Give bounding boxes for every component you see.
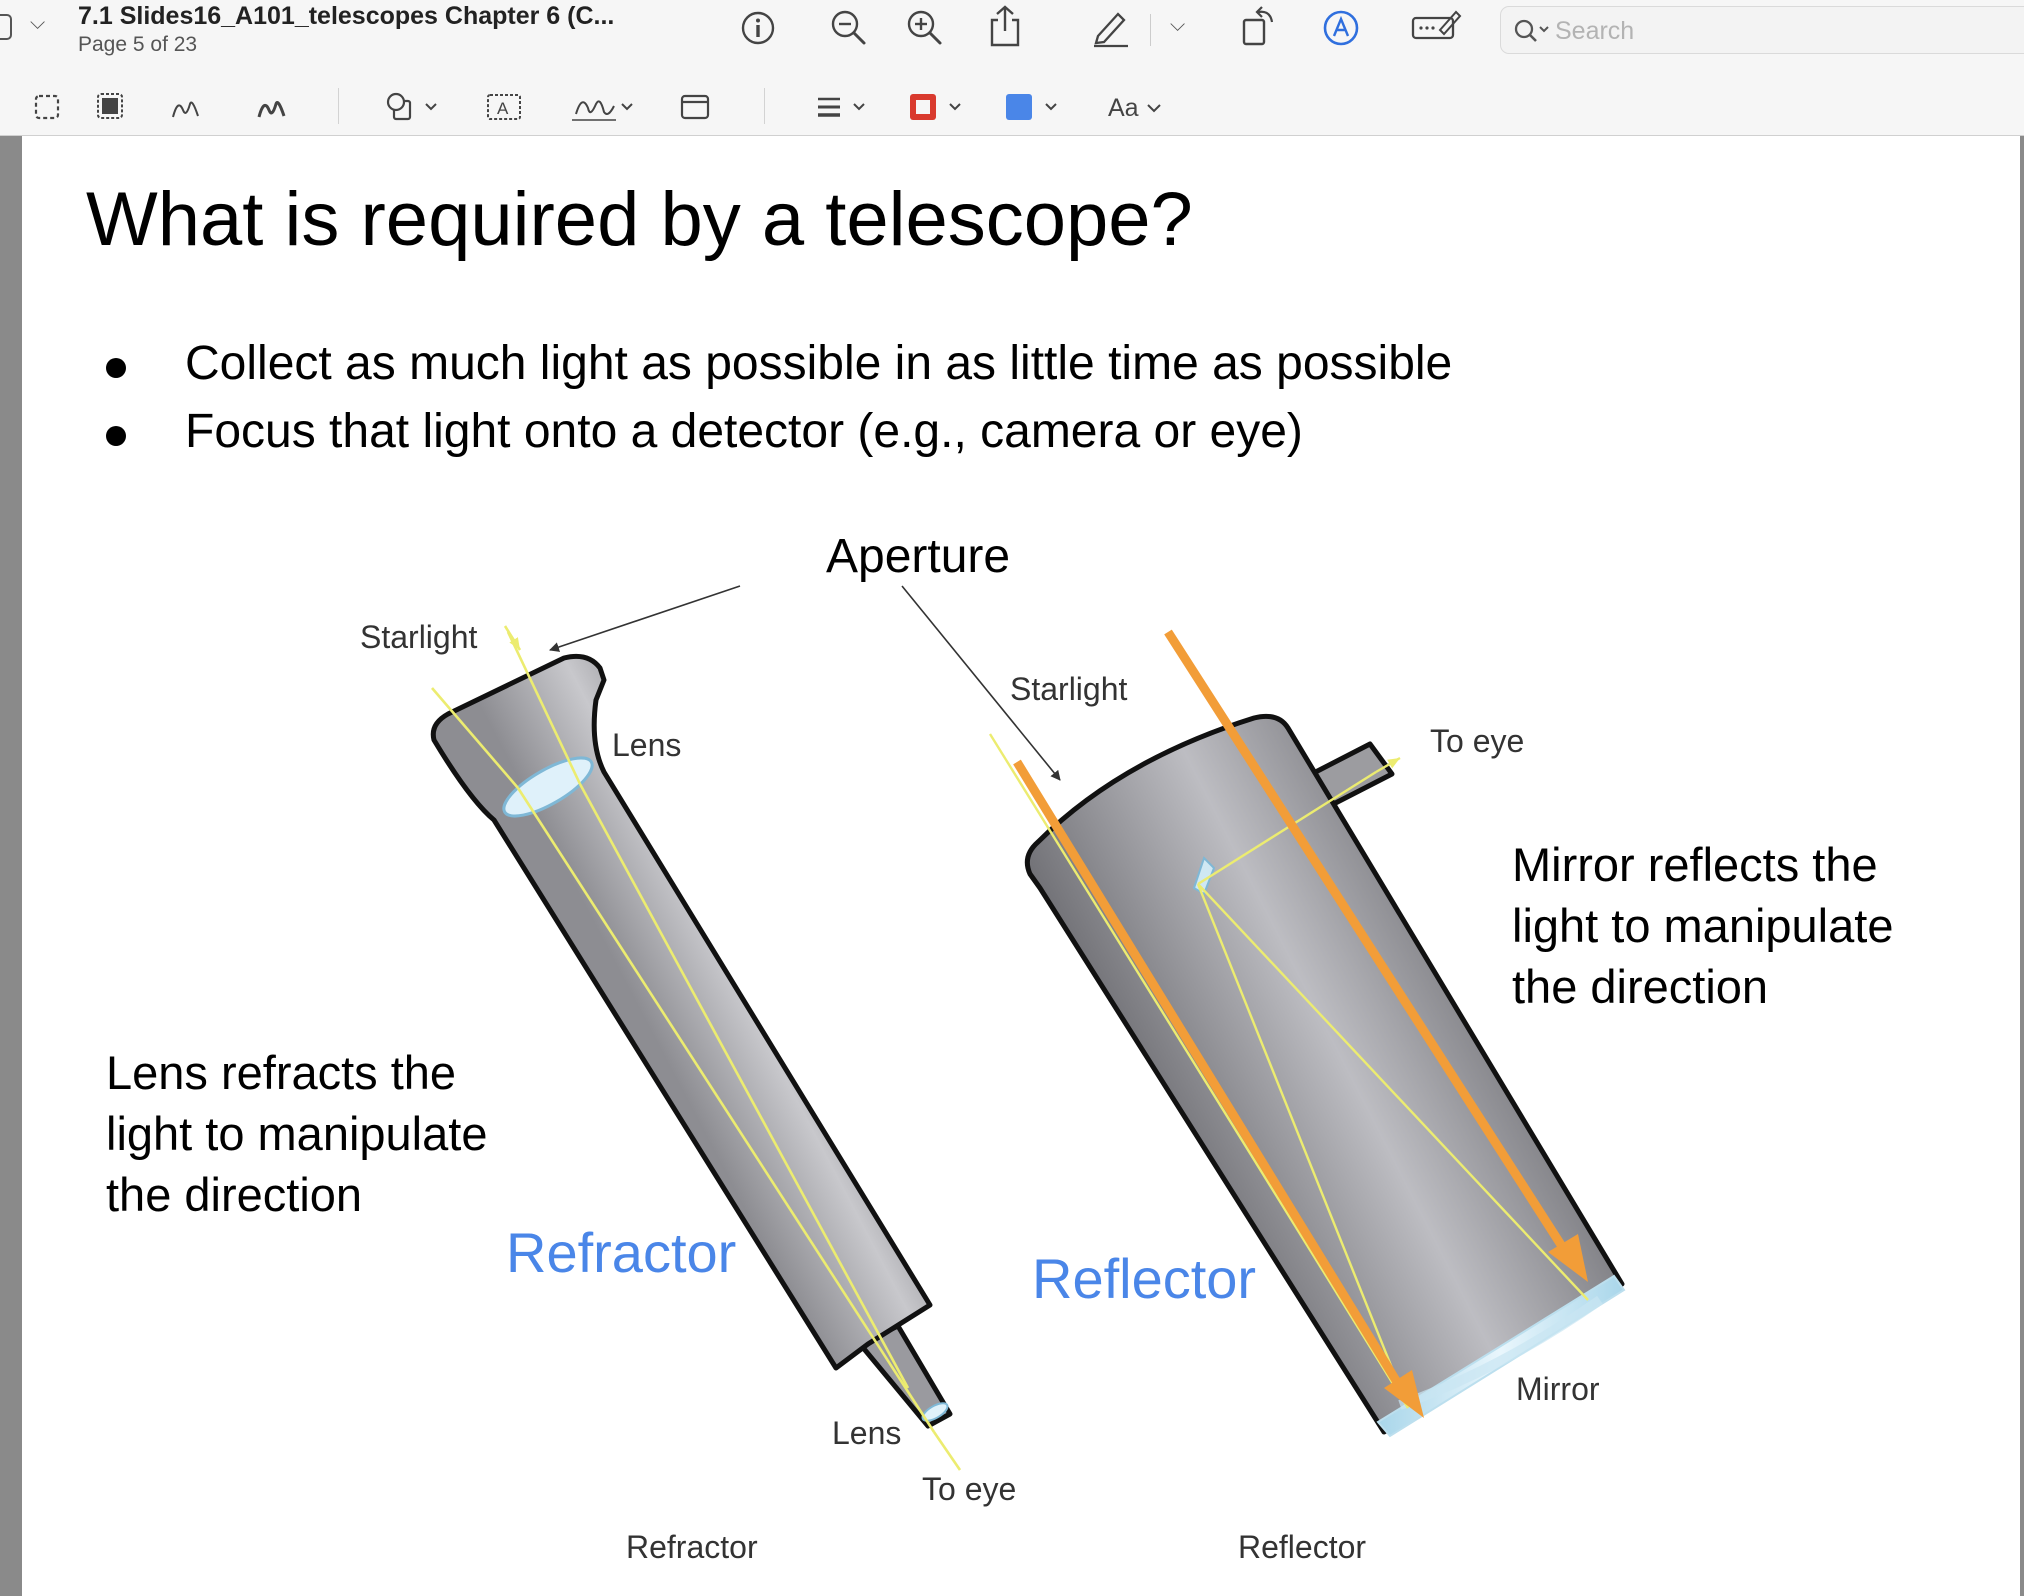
mirror-caption [1512,834,1893,1017]
document-title: 7.1 Slides16_A101_telescopes Chapter 6 (C... [78,2,615,30]
reflector-figure-caption: Reflector [1238,1529,1367,1565]
bullet-text: Collect as much light as possible in as little time as possible [185,337,1453,390]
aperture-label: Aperture [826,530,1011,583]
page-indicator: Page 5 of 23 [78,33,198,56]
mirror-caption-line: light to manipulate [1512,899,1894,952]
text-style-label: Aa [1108,94,1139,122]
reflector-mirror-label: Mirror [1516,1371,1600,1407]
bullet-text: Focus that light onto a detector (e.g., camera or eye) [185,405,1303,458]
mirror-caption-line: Mirror reflects the [1512,838,1878,891]
reflector-to-eye-label: To eye [1430,723,1525,759]
lens-caption [106,1042,487,1225]
chevron-down-icon[interactable]: ⌵ [1170,14,1186,36]
refractor-to-eye-label: To eye [922,1471,1017,1507]
lens-caption-line: light to manipulate [106,1107,488,1160]
aperture-pointer [550,586,740,650]
slide-title: What is required by a telescope? [86,177,1193,262]
refractor-starlight-label: Starlight [360,619,478,655]
refractor-lens-label: Lens [612,727,682,763]
refractor-figure-caption: Refractor [626,1529,758,1565]
svg-text:A: A [497,99,509,118]
chevron-down-icon[interactable]: ⌵ [30,12,46,34]
lens-caption-line: Lens refracts the [106,1046,457,1099]
reflector-title: Reflector [1032,1247,1257,1310]
mirror-caption-line: the direction [1512,960,1769,1013]
lens-caption-line: the direction [106,1168,363,1221]
refractor-lens-bottom-label: Lens [832,1415,902,1451]
refractor-title: Refractor [506,1221,737,1284]
reflector-starlight-label: Starlight [1010,671,1128,707]
reflector-telescope [990,632,1624,1436]
refractor-telescope [432,626,960,1470]
reflector-tube [1027,716,1622,1432]
